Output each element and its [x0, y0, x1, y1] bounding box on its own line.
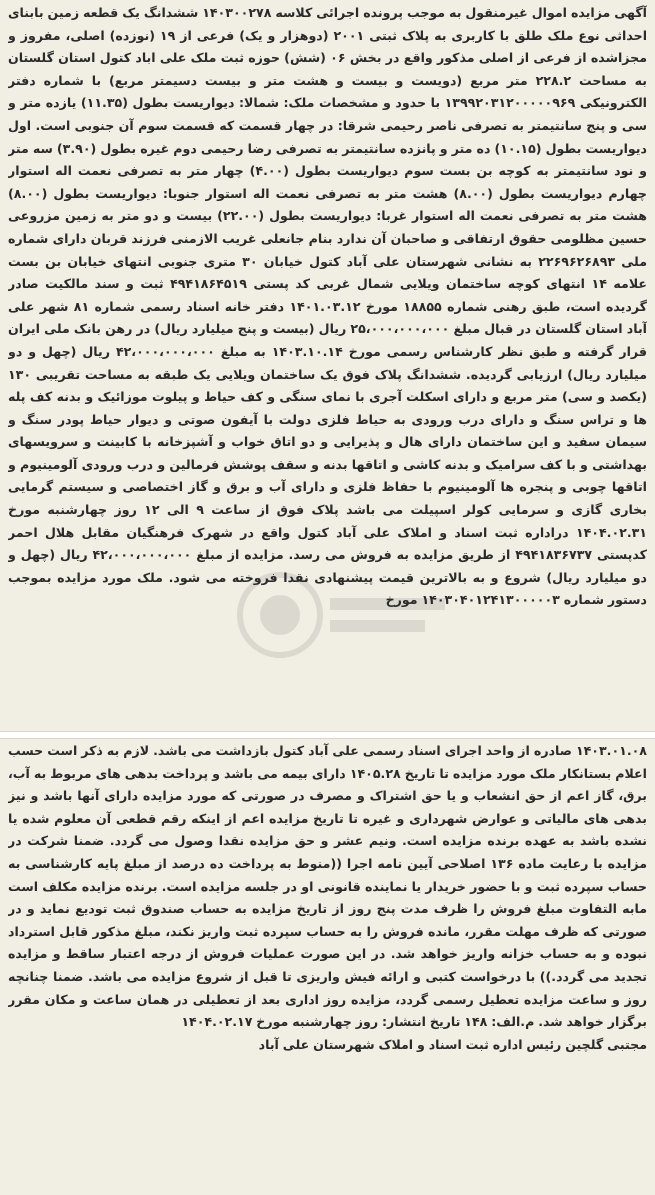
auction-notice-text-part1 — [8, 2, 647, 728]
auction-notice-text-part2 — [8, 740, 647, 1190]
notice-signature: مجتبی گلچین رئیس اداره ثبت اسناد و املاک شهرستان علی آباد — [258, 1036, 647, 1052]
notice-paragraph-2: ۱۴۰۳.۰۱.۰۸ صادره از واحد اجرای اسناد رسمی علی آباد کتول بازداشت می باشد. لازم به ذکر است حسب اعلام بستانکار ملک مورد مزایده تا تاریخ ۱۴۰۵.۲۸ دارای بیمه می باشد و پرداخت بدهی های مربوط به آب، برق، گاز اعم از حق انشعاب و یا حق اشتراک و مصرف در صورتی که مورد مزایده دارای آنها باشد و نیز بدهی های مالیاتی و عوارض شهرداری و غیره تا تاریخ مزایده اعم از اینکه رقم قطعی آن معلوم شده یا نشده باشد به عهده برنده مزایده است. ونیم عشر و حق مزایده نقدا وصول می گردد. ضمنا شرکت در مزایده با رعایت ماده ۱۳۶ اصلاحی آیین نامه اجرا ((منوط به پرداخت ده درصد از مبلغ پایه کارشناسی به حساب سپرده ثبت و با حضور خریدار یا نماینده قانونی او در جلسه مزایده است. برنده مزایده مکلف است مابه التفاوت مبلغ فروش را ظرف مدت پنج روز از تاریخ مزایده به حساب صندوق ثبت تودیع نماید و در صورتی که ظرف مهلت مقرر، مانده فروش را به حساب سپرده ثبت واریز نکند، مبلغ مذکور قابل استرداد نبوده و به حساب خزانه واریز خواهد شد. در این صورت عملیات فروش از درجه اعتبار ساقط و مزایده تجدید می گردد.)) با درخواست کتبی و ارائه فیش واریزی تا قبل از شروع مزایده می باشد. ضمنا چنانچه روز و ساعت مزایده تعطیل رسمی گردد، مزایده روز اداری بعد از تعطیلی در همان ساعت و مکان مقرر برگزار خواهد شد. م.الف: ۱۴۸ تاریخ انتشار: روز چهارشنبه مورخ ۱۴۰۴.۰۲.۱۷ — [8, 743, 647, 1030]
column-break-divider — [0, 731, 655, 739]
notice-paragraph-1: آگهی مزایده اموال غیرمنقول به موجب پرونده اجرائی کلاسه ۱۴۰۳۰۰۲۷۸ ششدانگ یک قطعه زمین بابنای احداثی نوع ملک طلق با کاربری به پلاک ثبتی ۲۰۰۱ (دوهزار و یک) فرعی از ۱۹ (نوزده) اصلی، مفروز و مجزاشده از فرعی از اصلی مذکور واقع در بخش ۰۶ (شش) حوزه ثبت ملک علی اباد کتول استان گلستان به مساحت ۲۲۸.۲ متر مربع (دویست و بیست و هشت متر و بیست دسیمتر مربع) با شماره دفتر الکترونیکی ۱۳۹۹۲۰۳۱۲۰۰۰۰۰۹۶۹ با حدود و مشخصات ملک: شمالا: دیواریست بطول (۱۱.۳۵) یازده متر و سی و پنج سانتیمتر به تصرفی ناصر رحیمی شرقا: در چهار قسمت که قسمت سوم آن جنوبی است. اول دیواریست بطول (۱۰.۱۵) ده متر و پانزده سانتیمتر به تصرفی رضا رحیمی دوم غیره بطول (۳.۹۰) سه متر و نود سانتیمتر به کوچه بن بست سوم دیواریست بطول (۴.۰۰) چهار متر به تصرفی نعمت اله استوار چهارم دیواریست بطول (۸.۰۰) هشت متر به تصرفی نعمت اله استوار جنوبا: دیواریست بطول (۸.۰۰) هشت متر به تصرفی نعمت اله استوار غربا: دیواریست بطول (۲۲.۰۰) بیست و دو متر به زمین مزروعی حسین مظلومی حقوق ارتفاقی و صاحبان آن ندارد بنام جانعلی غریب الازمنی فرزند قربان دارای شماره ملی ۲۲۶۹۶۲۶۸۹۳ به نشانی شهرستان علی آباد کتول خیابان ۳۰ متری جنوبی انتهای خیابان بن بست علامه ۱۴ انتهای کوچه ساختمان ویلایی شمال غربی کد پستی ۴۹۴۱۸۶۴۵۱۹ ثبت و سند مالکیت صادر گردیده است، طبق رهنی شماره ۱۸۸۵۵ مورخ ۱۴۰۱.۰۳.۱۲ دفتر خانه اسناد رسمی شماره ۸۱ شهر علی آباد استان گلستان در قبال مبلغ ۲۵،۰۰۰،۰۰۰،۰۰۰ ریال (بیست و پنج میلیارد ریال) در رهن بانک ملی ایران قرار گرفته و طبق نظر کارشناس رسمی مورخ ۱۴۰۳.۱۰.۱۴ به مبلغ ۴۲،۰۰۰،۰۰۰،۰۰۰ ریال (چهل و دو میلیارد ریال) ارزیابی گردیده. ششدانگ پلاک فوق یک ساختمان ویلایی یک طبقه به مساحت تقریبی ۱۳۰ (یکصد و سی) متر مربع و دارای اسکلت آجری با نمای سنگی و کف حیاط و پیلوت موزائیک و بدنه کف پله ها و تراس سنگ و دارای درب ورودی به حیاط فلزی دولت با آیفون صوتی و دیوار حیاط پودر سنگ و سیمان سفید و این ساختمان دارای هال و پذیرایی و دو اتاق خواب و آشپزخانه با کابینت و سرویسهای بهداشتی و با کف سرامیک و بدنه کاشی و اتاقها بدنه و سقف پوشش فرمالین و درب ورودی آلومینیوم و اتاقها چوبی و پنجره ها آلومینیوم با حفاظ فلزی و دارای آب و برق و گاز اختصاصی و سیستم گرمایی بخاری گازی و سرمایی کولر اسپیلت می باشد پلاک فوق از ساعت ۹ الی ۱۲ روز چهارشنبه مورخ ۱۴۰۴.۰۲.۳۱ دراداره ثبت اسناد و املاک علی آباد کتول واقع در شهرک فرهنگیان مقابل هلال احمر کدپستی ۴۹۴۱۸۳۶۷۳۷ از طریق مزایده به فروش می رسد. مزایده از مبلغ ۴۲،۰۰۰،۰۰۰،۰۰۰ ریال (چهل و دو میلیارد ریال) شروع و به بالاترین قیمت پیشنهادی نقدا فروخته می شود. ملک مورد مزایده بموجب دستور شماره ۱۴۰۳۰۴۰۱۲۴۱۳۰۰۰۰۰۳ مورخ — [8, 5, 647, 608]
